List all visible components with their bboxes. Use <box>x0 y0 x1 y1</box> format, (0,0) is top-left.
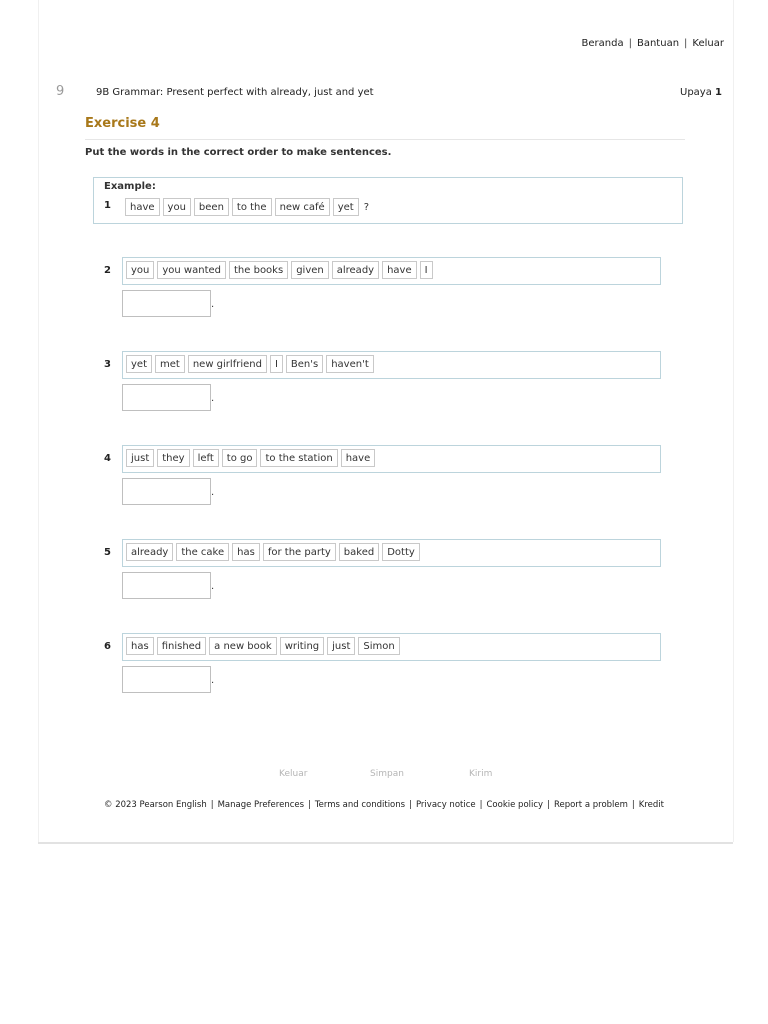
word-tile[interactable]: for the party <box>263 543 336 561</box>
word-tile[interactable]: met <box>155 355 185 373</box>
question-number: 2 <box>104 265 111 276</box>
word-tile[interactable]: to go <box>222 449 258 467</box>
word-tile[interactable]: Dotty <box>382 543 420 561</box>
word-tile[interactable]: has <box>232 543 260 561</box>
word-tile[interactable]: to the station <box>260 449 337 467</box>
word-tile[interactable]: I <box>270 355 283 373</box>
word-tile[interactable]: they <box>157 449 189 467</box>
word-tile[interactable]: just <box>126 449 154 467</box>
word-tile[interactable]: new girlfriend <box>188 355 267 373</box>
footer: © 2023 Pearson English | Manage Preferences | Terms and conditions | Privacy notice | Cookie policy | Report a problem | Kredit <box>104 800 664 810</box>
example-number: 1 <box>104 200 111 211</box>
example-word-tile: been <box>194 198 229 216</box>
word-tile[interactable]: already <box>332 261 379 279</box>
exercise-instruction: Put the words in the correct order to make sentences. <box>85 147 392 158</box>
word-tile[interactable]: Ben's <box>286 355 323 373</box>
answer-drop-zone[interactable] <box>122 290 211 317</box>
word-tile[interactable]: have <box>382 261 417 279</box>
word-tile[interactable]: you <box>126 261 154 279</box>
page-number: 9 <box>56 84 65 99</box>
word-tile[interactable]: the books <box>229 261 288 279</box>
answer-drop-zone[interactable] <box>122 572 211 599</box>
submit-button[interactable]: Kirim <box>469 769 493 779</box>
word-tile[interactable]: baked <box>339 543 379 561</box>
top-nav: Beranda | Bantuan | Keluar <box>581 38 724 49</box>
word-tile[interactable]: you wanted <box>157 261 226 279</box>
example-word-tile: new café <box>275 198 330 216</box>
word-tile[interactable]: left <box>193 449 219 467</box>
word-tile[interactable]: a new book <box>209 637 277 655</box>
example-word-tile: to the <box>232 198 272 216</box>
footer-cookie-link[interactable]: Cookie policy <box>486 800 544 810</box>
question-number: 6 <box>104 641 111 652</box>
sentence-punctuation: . <box>211 393 215 404</box>
word-tile-row <box>126 355 374 373</box>
answer-drop-zone[interactable] <box>122 478 211 505</box>
word-tile-row <box>126 637 400 655</box>
word-tile[interactable]: already <box>126 543 173 561</box>
word-tile[interactable]: I <box>420 261 433 279</box>
attempt-label: Upaya <box>680 87 712 98</box>
example-tile-row <box>125 198 369 216</box>
word-tile[interactable]: finished <box>157 637 206 655</box>
word-tile[interactable]: writing <box>280 637 324 655</box>
attempt-indicator <box>680 87 722 98</box>
sentence-punctuation: . <box>211 581 215 592</box>
example-label: Example: <box>104 181 156 192</box>
word-tile[interactable]: yet <box>126 355 152 373</box>
word-tile[interactable]: just <box>327 637 355 655</box>
answer-drop-zone[interactable] <box>122 666 211 693</box>
question-number: 3 <box>104 359 111 370</box>
example-word-tile: have <box>125 198 160 216</box>
word-tile[interactable]: Simon <box>358 637 399 655</box>
word-tile[interactable]: the cake <box>176 543 229 561</box>
word-tile-row <box>126 543 420 561</box>
word-tile-row <box>126 261 433 279</box>
footer-privacy-link[interactable]: Privacy notice <box>415 800 476 810</box>
word-tile[interactable]: has <box>126 637 154 655</box>
word-tile[interactable]: haven't <box>326 355 374 373</box>
sentence-punctuation: . <box>211 675 215 686</box>
example-word-tile: yet <box>333 198 359 216</box>
footer-terms-link[interactable]: Terms and conditions <box>314 800 406 810</box>
nav-home-link[interactable]: Beranda <box>581 38 624 49</box>
question-number: 5 <box>104 547 111 558</box>
nav-logout-link[interactable]: Keluar <box>692 38 724 49</box>
word-tile-row <box>126 449 375 467</box>
answer-drop-zone[interactable] <box>122 384 211 411</box>
exit-button[interactable]: Keluar <box>279 769 308 779</box>
footer-credit-link[interactable]: Kredit <box>638 800 664 810</box>
example-word-tile: you <box>163 198 191 216</box>
save-button[interactable]: Simpan <box>370 769 404 779</box>
page-bottom-edge <box>38 842 733 844</box>
heading-divider <box>85 139 685 140</box>
nav-help-link[interactable]: Bantuan <box>636 38 680 49</box>
attempt-value: 1 <box>715 87 722 98</box>
exercise-heading: Exercise 4 <box>85 116 160 131</box>
example-punctuation: ? <box>363 201 370 213</box>
activity-title: 9B Grammar: Present perfect with already, just and yet <box>96 87 374 98</box>
word-tile[interactable]: given <box>291 261 329 279</box>
sentence-punctuation: . <box>211 487 215 498</box>
question-number: 4 <box>104 453 111 464</box>
sentence-punctuation: . <box>211 299 215 310</box>
footer-report-link[interactable]: Report a problem <box>553 800 628 810</box>
footer-manage-link[interactable]: Manage Preferences <box>217 800 305 810</box>
word-tile[interactable]: have <box>341 449 376 467</box>
footer-copyright: © 2023 Pearson English <box>104 800 207 810</box>
